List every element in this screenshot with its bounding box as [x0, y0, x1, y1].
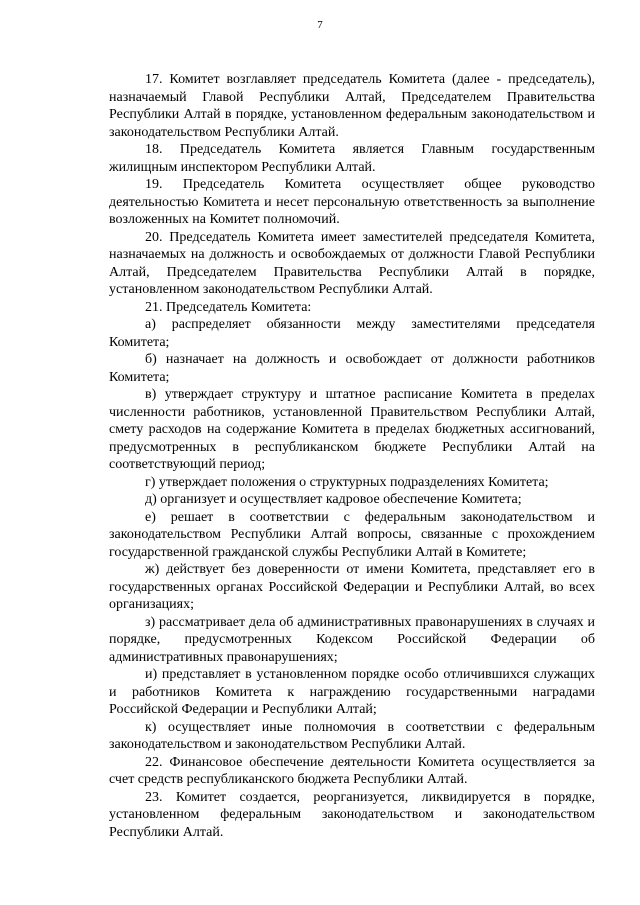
list-item-e: е) решает в соответствии с федеральным законодательством и законодательством Республики Алтай вопросы, связанные с прохождением государственной гражданской службы Республики Алтай в Комитете;: [109, 509, 595, 560]
paragraph-22: 22. Финансовое обеспечение деятельности Комитета осуществляется за счет средств республиканского бюджета Республики Алтай.: [109, 754, 595, 787]
paragraph-18: 18. Председатель Комитета является Главным государственным жилищным инспектором Республики Алтай.: [109, 142, 595, 175]
paragraph-17: 17. Комитет возглавляет председатель Комитета (далее - председатель), назначаемый Главой Республики Алтай, Председателем Правительства Республики Алтай в порядке, установленном федеральным законодательством и законодательством Республики Алтай.: [109, 72, 595, 140]
paragraph-20: 20. Председатель Комитета имеет заместителей председателя Комитета, назначаемых на должность и освобождаемых от должности Главой Республики Алтай, Председателем Правительства Республики Алтай в порядке, установленном законодательством Республики Алтай.: [109, 229, 595, 297]
list-item-d: д) организует и осуществляет кадровое обеспечение Комитета;: [145, 492, 522, 507]
page-number: 7: [317, 19, 323, 31]
list-item-b: б) назначает на должность и освобождает от должности работников Комитета;: [109, 352, 595, 385]
list-item-k: к) осуществляет иные полномочия в соответствии с федеральным законодательством и законодательством Республики Алтай.: [109, 719, 595, 752]
list-item-zh: ж) действует без доверенности от имени Комитета, представляет его в государственных органах Российской Федерации и Республики Алтай, во всех организациях;: [109, 562, 595, 612]
document-body: [109, 71, 595, 841]
list-item-z: з) рассматривает дела об административных правонарушениях в случаях и порядке, предусмотренных Кодексом Российской Федерации об административных правонарушениях;: [109, 614, 595, 665]
list-item-a: а) распределяет обязанности между заместителями председателя Комитета;: [109, 317, 595, 350]
paragraph-19: 19. Председатель Комитета осуществляет общее руководство деятельностью Комитета и несет персональную ответственность за выполнение возложенных на Комитет полномочий.: [109, 177, 595, 227]
paragraph-23: 23. Комитет создается, реорганизуется, ликвидируется в порядке, установленном федеральным законодательством и законодательством Республики Алтай.: [109, 789, 595, 840]
paragraph-21: 21. Председатель Комитета:: [145, 299, 312, 315]
list-item-g: г) утверждает положения о структурных подразделениях Комитета;: [145, 474, 549, 490]
list-item-v: в) утверждает структуру и штатное расписание Комитета в пределах численности работников, установленной Правительством Республики Алтай, смету расходов на содержание Комитета в пределах бюджетных ассигнований, предусмотренных в республиканском бюджете Республики Алтай на соответствующий период;: [109, 387, 595, 472]
list-item-i: и) представляет в установленном порядке особо отличившихся служащих и работников Комитета к награждению государственными наградами Российской Федерации и Республики Алтай;: [109, 667, 595, 717]
